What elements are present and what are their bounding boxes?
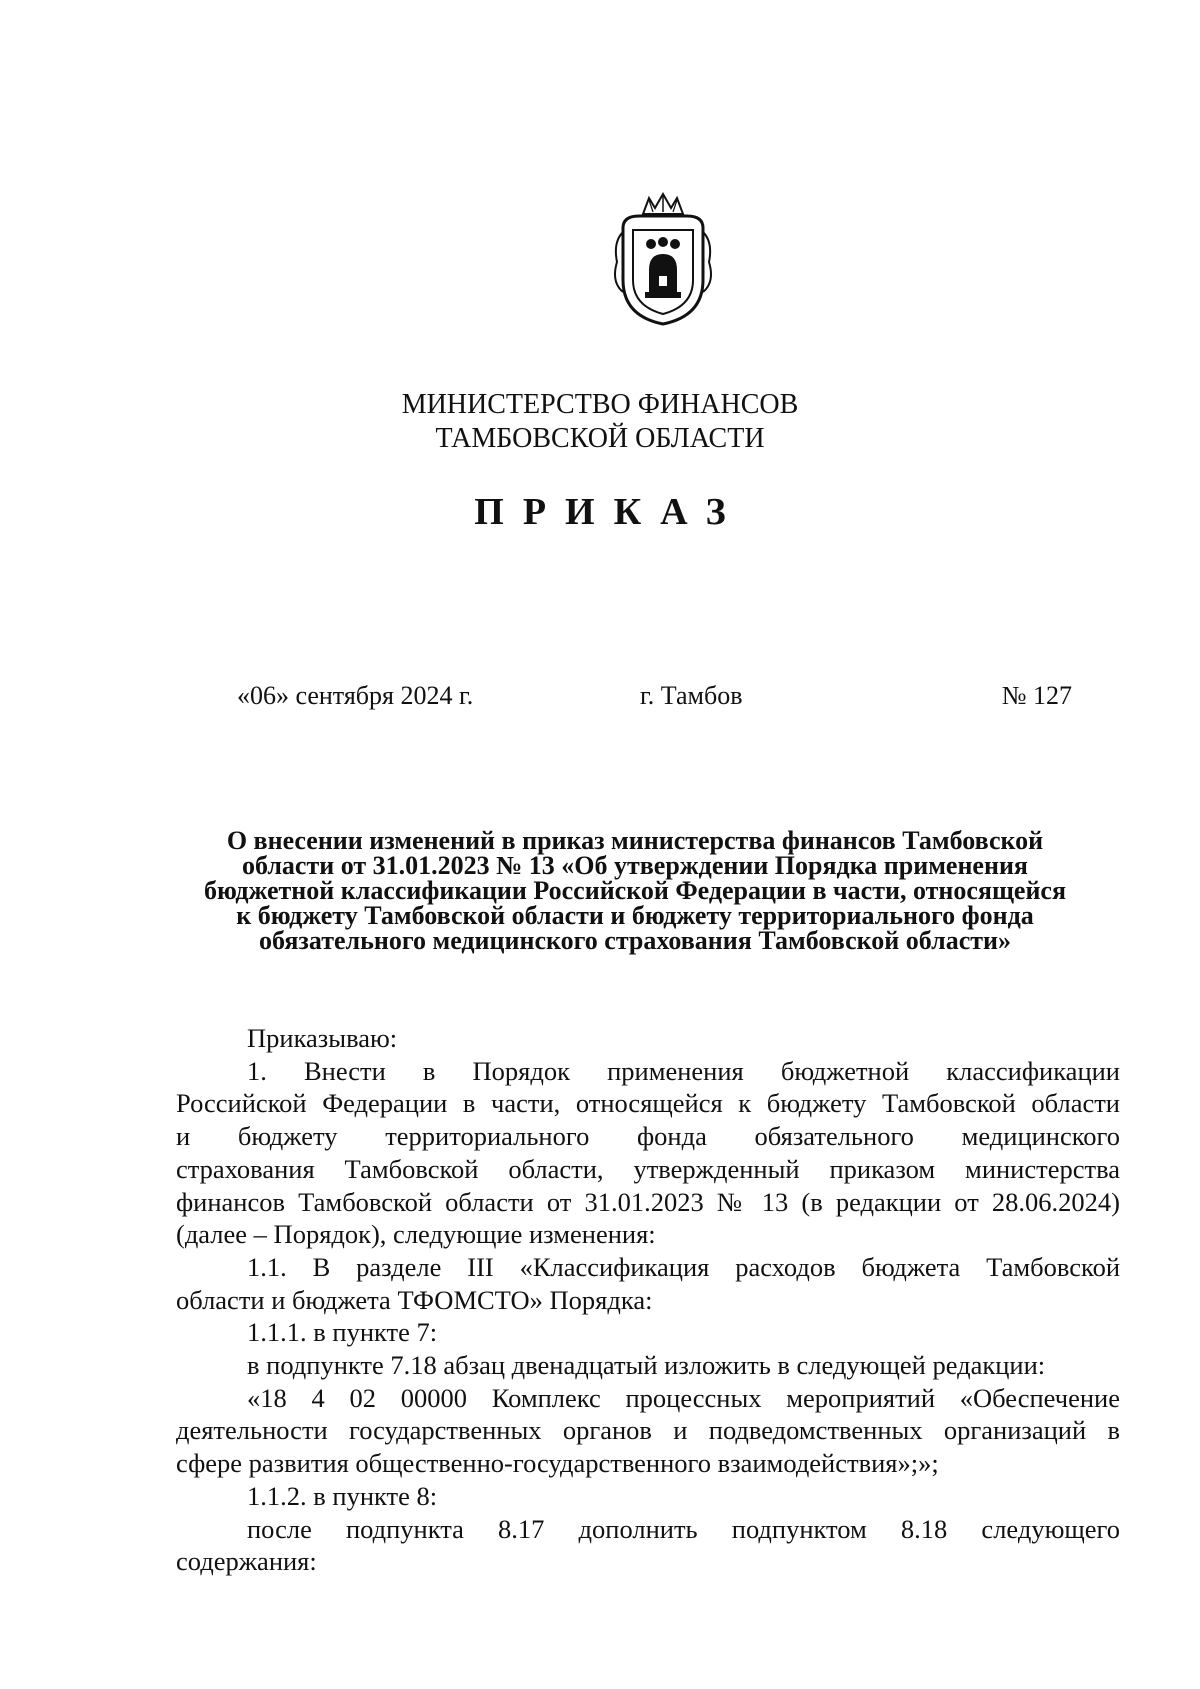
- paragraph-1-1-1-text: в подпункте 7.18 абзац двенадцатый изложить в следующей редакции:: [247, 1350, 1046, 1381]
- ministry-name-line1: МИНИСТЕРСТВО ФИНАНСОВ: [401, 389, 799, 420]
- paragraph-line: деятельности государственных органов и подведомственных организаций в: [176, 1415, 1120, 1446]
- order-title-line: О внесении изменений в приказ министерства финансов Тамбовской: [226, 826, 1044, 855]
- paragraph-1-1-1: 1.1.1. в пункте 7:: [247, 1317, 438, 1348]
- paragraph-line: страхования Тамбовской области, утвержденный приказом министерства: [176, 1153, 1120, 1184]
- paragraph-line: после подпункта 8.17 дополнить подпунктом 8.18 следующего: [247, 1513, 1120, 1544]
- order-body: [176, 1022, 1120, 1578]
- paragraph-line: 1.1. В разделе III «Классификация расходов бюджета Тамбовской: [247, 1251, 1120, 1282]
- paragraph-1: [176, 1055, 1120, 1251]
- order-number: № 127: [1001, 681, 1072, 710]
- paragraph-line: финансов Тамбовской области от 31.01.2023 № 13 (в редакции от 28.06.2024): [176, 1186, 1120, 1217]
- order-title-line: бюджетной классификации Российской Федерации в части, относящейся: [203, 876, 1067, 905]
- order-title-line: обязательного медицинского страхования Тамбовской области»: [259, 926, 1011, 955]
- order-date: «06» сентября 2024 г.: [237, 681, 474, 710]
- order-intro-text: Приказываю:: [247, 1023, 398, 1053]
- paragraph-1-1-2-text: [176, 1513, 1120, 1578]
- order-title-line: области от 31.01.2023 № 13 «Об утверждении Порядка применения: [241, 851, 1029, 880]
- paragraph-line: Российской Федерации в части, относящейся к бюджету Тамбовской области: [176, 1088, 1120, 1119]
- order-intro: [176, 1022, 1120, 1055]
- ministry-name: [0, 388, 1200, 456]
- paragraph-line: и бюджету территориального фонда обязательного медицинского: [176, 1121, 1120, 1152]
- paragraph-1-1: [176, 1251, 1120, 1316]
- order-title: [150, 828, 1120, 953]
- order-title-line: к бюджету Тамбовской области и бюджету территориального фонда: [236, 901, 1034, 930]
- paragraph-line: сфере развития общественно-государственного взаимодействия»;»;: [176, 1448, 939, 1479]
- paragraph-line: содержания:: [176, 1546, 317, 1577]
- paragraph-line: «18 4 02 00000 Комплекс процессных мероприятий «Обеспечение: [247, 1382, 1120, 1413]
- document-type-heading: ПРИКАЗ: [474, 491, 745, 533]
- paragraph-line: 1. Внести в Порядок применения бюджетной классификации: [247, 1055, 1120, 1086]
- ministry-name-line2: ТАМБОВСКОЙ ОБЛАСТИ: [435, 423, 765, 454]
- paragraph-line: (далее – Порядок), следующие изменения:: [176, 1219, 656, 1250]
- quoted-amendment: [176, 1382, 1120, 1480]
- paragraph-line: области и бюджета ТФОМСТО» Порядка:: [176, 1284, 653, 1315]
- coat-of-arms-emblem: [609, 192, 717, 328]
- order-city: г. Тамбов: [640, 681, 743, 710]
- paragraph-1-1-2: 1.1.2. в пункте 8:: [247, 1480, 438, 1511]
